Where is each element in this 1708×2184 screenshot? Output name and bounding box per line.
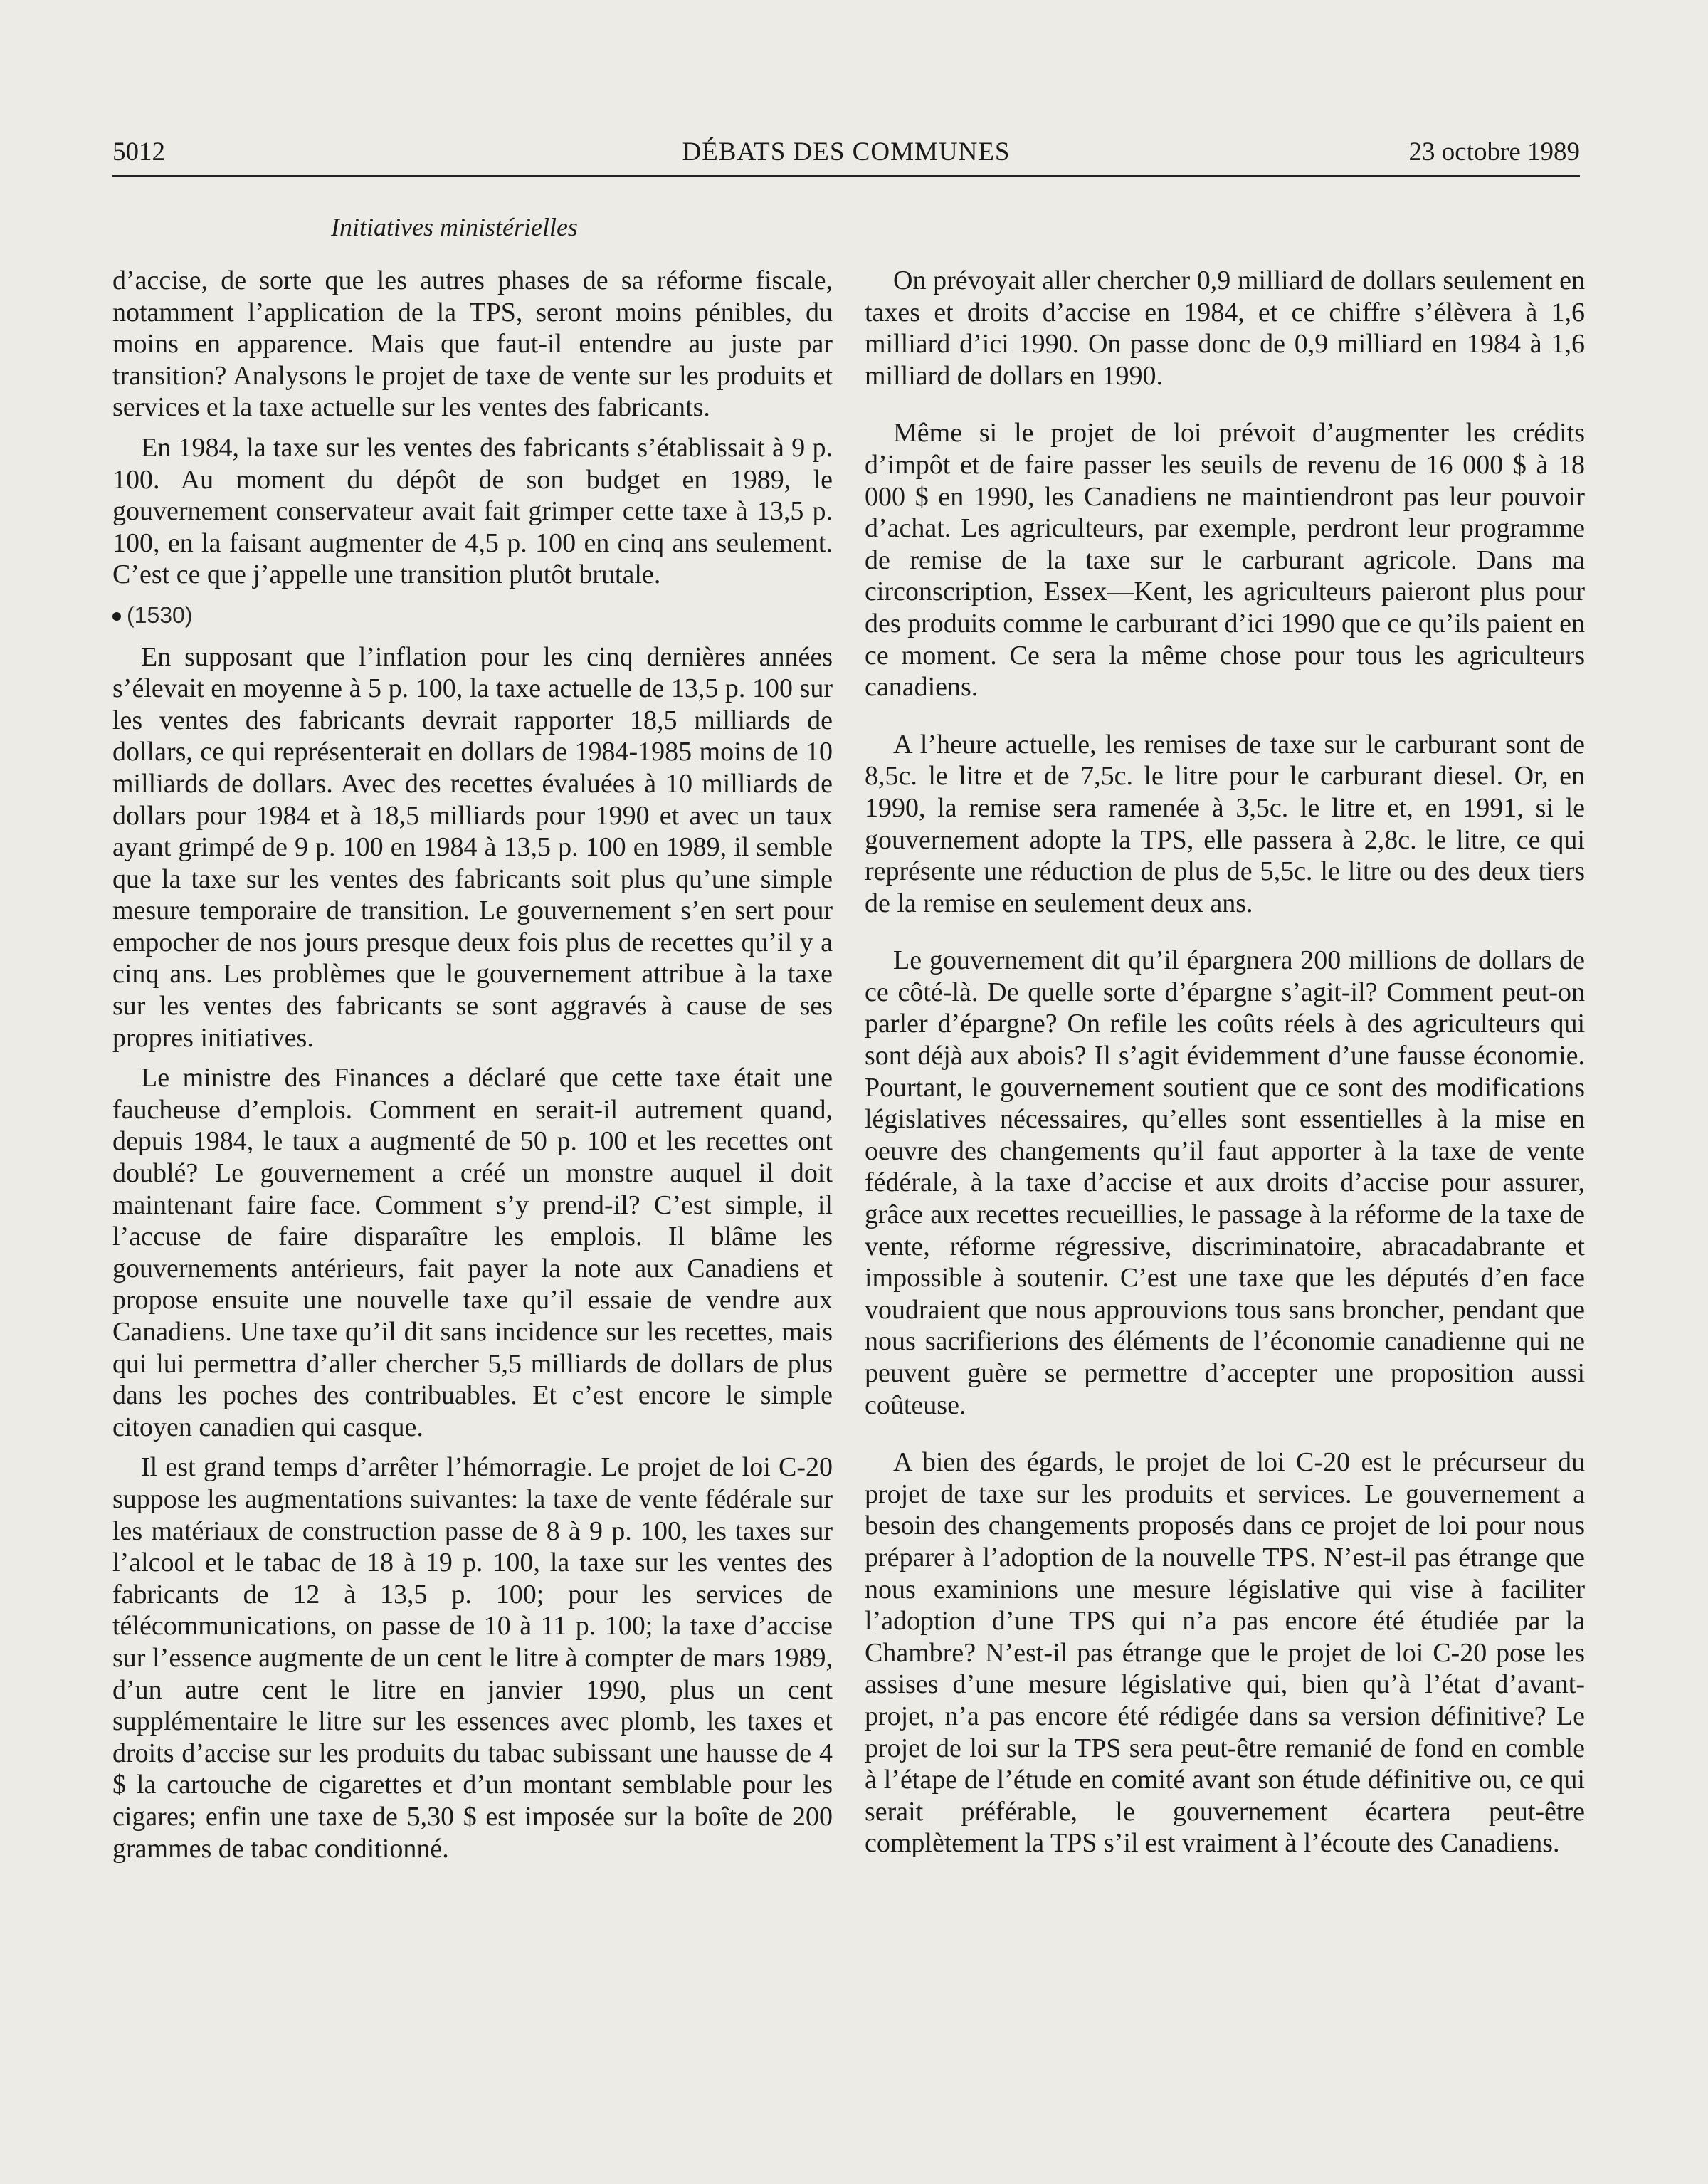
time-marker: [112, 599, 833, 631]
publication-title: DÉBATS DES COMMUNES: [682, 137, 1011, 167]
paragraph: Il est grand temps d’arrêter l’hémorragie. Le projet de loi C-20 suppose les augmentations suivantes: la taxe de vente fédérale sur les matériaux de construction passe de 8 à 9 p. 100, les taxes sur l’alcool et le tabac de 18 à 19 p. 100, la taxe sur les ventes des fabricants de 12 à 13,5 p. 100; pour les services de télécommunications, on passe de 10 à 11 p. 100; la taxe d’accise sur l’essence augmente de un cent le litre à compter de mars 1989, d’un autre cent le litre en janvier 1990, plus un cent supplémentaire le litre sur les essences avec plomb, les taxes et droits d’accise sur les produits du tabac subissant une hausse de 4 $ la cartouche de cigarettes et d’un montant semblable pour les cigares; enfin une taxe de 5,30 $ est imposée sur la boîte de 200 grammes de tabac conditionné.: [112, 1452, 833, 1864]
page-header: [112, 137, 1580, 174]
right-column: [865, 265, 1585, 1885]
paragraph: Le ministre des Finances a déclaré que cette taxe était une faucheuse d’emplois. Comment en serait-il autrement quand, depuis 1984, le taux a augmenté de 50 p. 100 et les recettes ont doublé? Le gouvernement a créé un monstre auquel il doit maintenant faire face. Comment s’y prend-il? C’est simple, il l’accuse de faire disparaître les emplois. Il blâme les gouvernements antérieurs, fait payer la note aux Canadiens et propose ensuite une nouvelle taxe qu’il essaie de vendre aux Canadiens. Une taxe qu’il dit sans incidence sur les recettes, mais qui lui permettra d’aller chercher 5,5 milliards de dollars de plus dans les poches des contribuables. Et c’est encore le simple citoyen canadien qui casque.: [112, 1063, 833, 1442]
paragraph: Le gouvernement dit qu’il épargnera 200 millions de dollars de ce côté-là. De quelle sorte d’épargne s’agit-il? Comment peut-on parler d’épargne? On refile les coûts réels à des agriculteurs qui sont déjà aux abois? Il s’agit évidemment d’une fausse économie. Pourtant, le gouvernement soutient que ce sont des modifications législatives nécessaires, qu’elles sont essentielles à la mise en oeuvre des changements qu’il faut apporter à la taxe de vente fédérale, à la taxe d’accise et aux droits d’accise pour assurer, grâce aux recettes recueillies, le passage à la réforme de la taxe de vente, réforme régressive, discriminatoire, abracadabrante et impossible à soutenir. C’est une taxe que les députés d’en face voudraient que nous approuvions tous sans broncher, pendant que nous sacrifierions des éléments de l’économie canadienne qui ne peuvent guère se permettre d’accepter une proposition aussi coûteuse.: [865, 945, 1585, 1420]
paragraph: En supposant que l’inflation pour les cinq dernières années s’élevait en moyenne à 5 p. 100, la taxe actuelle de 13,5 p. 100 sur les ventes des fabricants devrait rapporter 18,5 milliards de dollars, ce qui représenterait en dollars de 1984-1985 moins de 10 milliards de dollars. Avec des recettes évaluées à 10 milliards de dollars pour 1984 et à 18,5 milliards pour 1990 et avec un taux ayant grimpé de 9 p. 100 en 1984 à 13,5 p. 100 en 1989, il semble que la taxe sur les ventes des fabricants soit plus qu’une simple mesure temporaire de transition. Le gouvernement s’en sert pour empocher de nos jours presque deux fois plus de recettes qu’il y a cinq ans. Les problèmes que le gouvernement attribue à la taxe sur les ventes des fabricants se sont aggravés à cause de ses propres initiatives.: [112, 641, 833, 1053]
paragraph: A bien des égards, le projet de loi C-20 est le précurseur du projet de taxe sur les produits et services. Le gouvernement a besoin des changements proposés dans ce projet de loi pour nous préparer à l’adoption de la nouvelle TPS. N’est-il pas étrange que nous examinions une mesure législative qui vise à faciliter l’adoption d’une TPS qui n’a pas encore été étudiée par la Chambre? N’est-il pas étrange que le projet de loi C-20 pose les assises d’une mesure législative qui, bien qu’à l’état d’avant-projet, n’a pas encore été rédigée dans sa version définitive? Le projet de loi sur la TPS sera peut-être remanié de fond en comble à l’étape de l’étude en comité avant son étude définitive ou, ce qui serait préférable, le gouvernement écartera peut-être complètement la TPS s’il est vraiment à l’écoute des Canadiens.: [865, 1447, 1585, 1859]
header-rule: [112, 175, 1580, 177]
bullet-icon: [112, 612, 121, 621]
left-column: [112, 265, 833, 1873]
publication-date: 23 octobre 1989: [1408, 137, 1580, 167]
paragraph: A l’heure actuelle, les remises de taxe sur le carburant sont de 8,5c. le litre et de 7,5c. le litre pour le carburant diesel. Or, en 1990, la remise sera ramenée à 3,5c. le litre et, en 1991, si le gouvernement adopte la TPS, elle passera à 2,8c. le litre, ce qui représente une réduction de plus de 5,5c. le litre ou des deux tiers de la remise en seulement deux ans.: [865, 729, 1585, 918]
time-marker-label: (1530): [127, 602, 193, 628]
paragraph: En 1984, la taxe sur les ventes des fabricants s’établissait à 9 p. 100. Au moment du dépôt de son budget en 1989, le gouvernement conservateur avait fait grimper cette taxe à 13,5 p. 100, en la faisant augmenter de 4,5 p. 100 en cinq ans seulement. C’est ce que j’appelle une transition plutôt brutale.: [112, 432, 833, 590]
page-number: 5012: [112, 137, 165, 167]
paragraph: Même si le projet de loi prévoit d’augmenter les crédits d’impôt et de faire passer les seuils de revenu de 16 000 $ à 18 000 $ en 1990, les Canadiens ne maintiendront pas leur pouvoir d’achat. Les agriculteurs, par exemple, perdront leur programme de remise de la taxe sur le carburant agricole. Dans ma circonscription, Essex—Kent, les agriculteurs paieront plus pour des produits comme le carburant d’ici 1990 que ce qu’ils paient en ce moment. Ce sera la même chose pour tous les agriculteurs canadiens.: [865, 418, 1585, 703]
paragraph: On prévoyait aller chercher 0,9 milliard de dollars seulement en taxes et droits d’accise en 1984, et ce chiffre s’élèvera à 1,6 milliard d’ici 1990. On passe donc de 0,9 milliard en 1984 à 1,6 milliard de dollars en 1990.: [865, 266, 1585, 391]
section-title: Initiatives ministérielles: [331, 213, 578, 241]
paragraph: d’accise, de sorte que les autres phases de sa réforme fiscale, notamment l’application de la TPS, seront moins pénibles, du moins en apparence. Mais que faut-il entendre au juste par transition? Analysons le projet de taxe de vente sur les produits et services et la taxe actuelle sur les ventes des fabricants.: [112, 266, 833, 423]
